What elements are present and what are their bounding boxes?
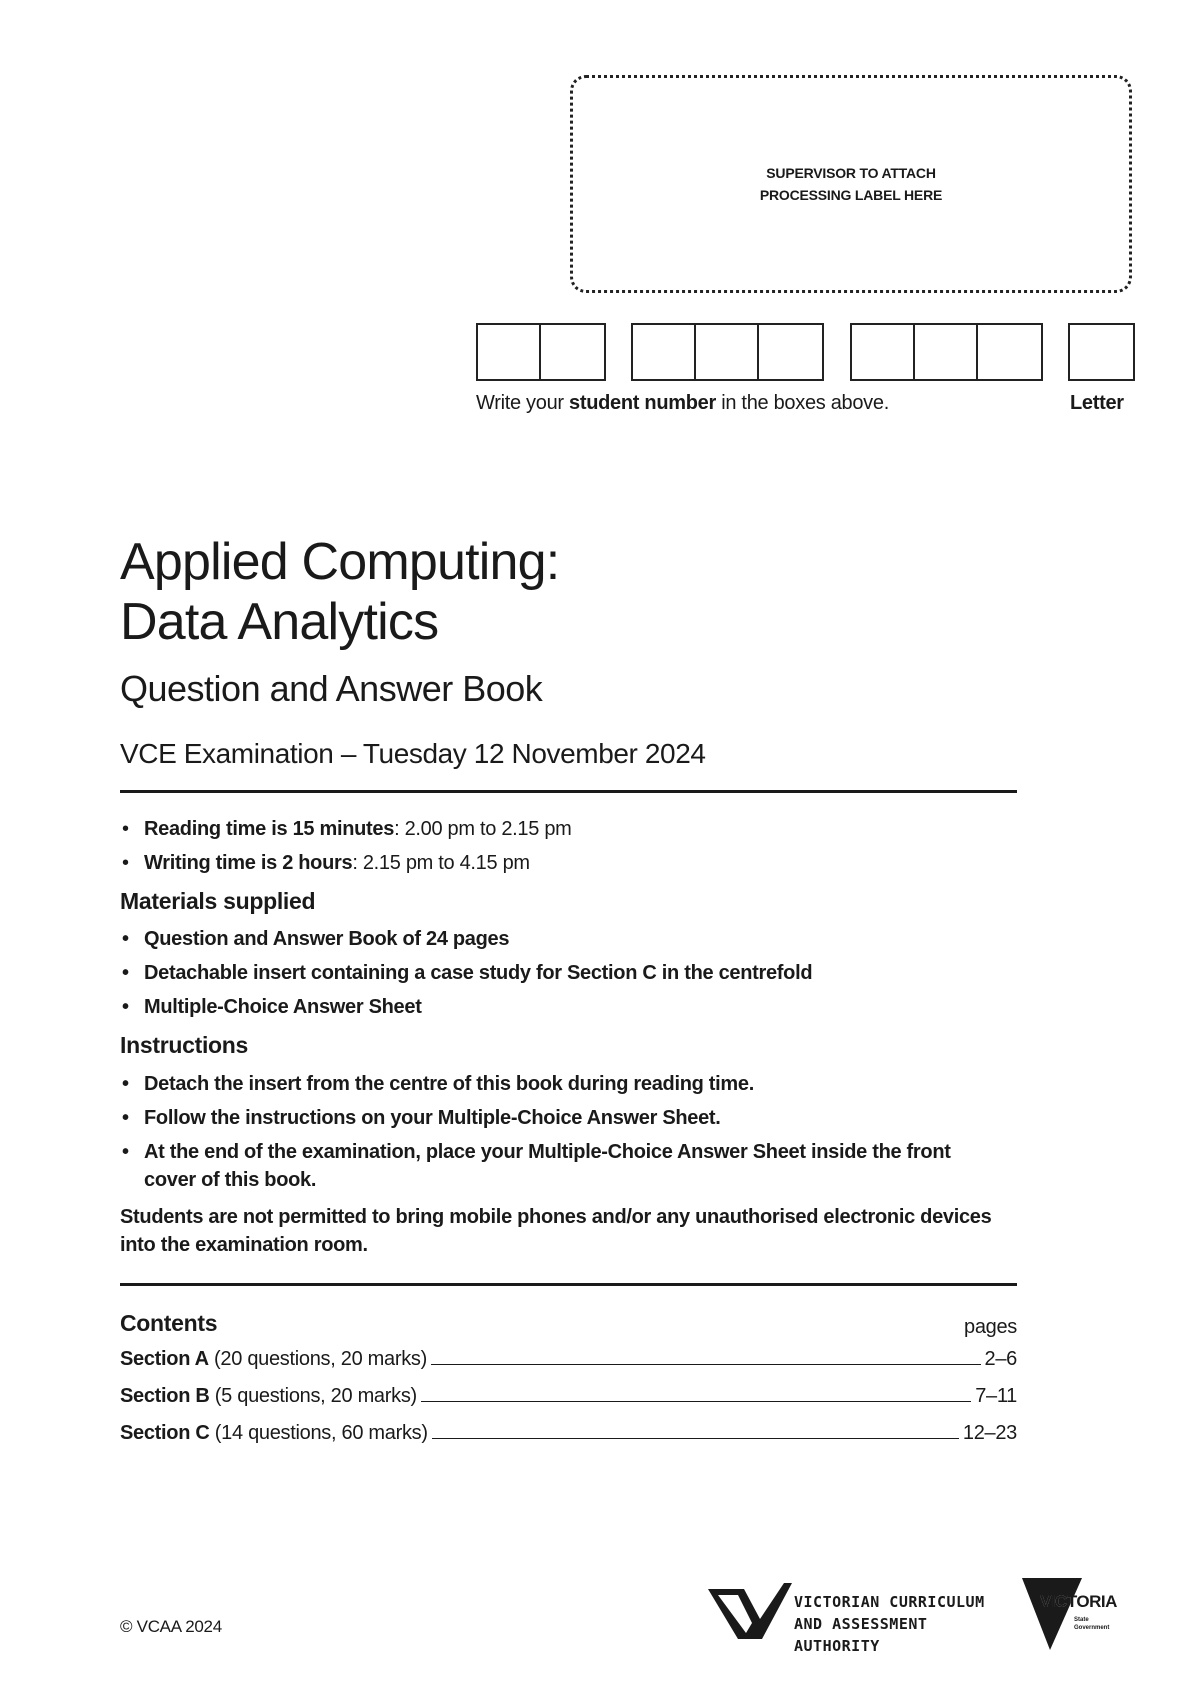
letter-label: Letter: [1070, 392, 1124, 414]
student-number-box[interactable]: [541, 325, 604, 379]
victoria-subtitle: [1074, 1616, 1109, 1632]
notice-part-a: Students are: [120, 1206, 243, 1228]
list-item: • Detach the insert from the centre of this book during reading time.: [120, 1070, 1000, 1098]
timing-times: : 2.15 pm to 4.15 pm: [352, 852, 530, 874]
toc-row-section-b: [120, 1385, 1017, 1408]
notice-part-b: permitted to bring mobile phones and/or any unauthorised electronic devices into the examination room.: [120, 1206, 992, 1256]
copyright-notice: © VCAA 2024: [120, 1617, 222, 1636]
instructions-heading: Instructions: [120, 1032, 249, 1058]
list-item: • Detachable insert containing a case study for Section C in the centrefold: [120, 959, 1020, 987]
list-item: • Question and Answer Book of 24 pages: [120, 925, 1020, 953]
list-item: • At the end of the examination, place your Multiple-Choice Answer Sheet inside the front cover of this book.: [120, 1138, 1000, 1194]
list-item: • Follow the instructions on your Multiple-Choice Answer Sheet.: [120, 1104, 1000, 1132]
page-title: [120, 532, 559, 652]
label-box-line-1: SUPERVISOR TO ATTACH: [766, 165, 936, 181]
toc-section-detail: (5 questions, 20 marks): [209, 1385, 417, 1407]
title-line-1: Applied Computing:: [120, 533, 560, 591]
vcaa-wordmark: [794, 1591, 1008, 1657]
instructions-list: [120, 1070, 1000, 1200]
notice-emphasis: not: [242, 1206, 274, 1228]
timing-list: [120, 815, 1020, 883]
student-number-group-3: [850, 323, 1043, 381]
toc-section-name: Section B: [120, 1385, 210, 1407]
list-item: • Multiple-Choice Answer Sheet: [120, 993, 1020, 1021]
toc-section-detail: (20 questions, 20 marks): [208, 1348, 427, 1370]
toc-section-name: Section C: [120, 1422, 210, 1444]
student-letter-group: [1068, 323, 1135, 381]
victoria-text: VICTORIA: [1040, 1592, 1117, 1611]
victoria-sub-2: Government: [1074, 1625, 1110, 1631]
note-suffix: in the boxes above.: [715, 392, 889, 414]
victoria-government-logo: [1022, 1578, 1134, 1650]
student-number-box[interactable]: [915, 325, 978, 379]
processing-label-area: [570, 75, 1132, 293]
student-number-box[interactable]: [978, 325, 1041, 379]
victoria-wordmark: [1040, 1592, 1117, 1612]
vcaa-line-1: VICTORIAN CURRICULUM: [794, 1593, 985, 1611]
student-number-box[interactable]: [852, 325, 915, 379]
timing-label: Reading time is: [144, 818, 293, 840]
timing-item-writing: [120, 849, 1020, 877]
vcaa-chevron-icon: [708, 1583, 792, 1643]
label-box-line-2: PROCESSING LABEL HERE: [759, 187, 943, 203]
exam-date-line: VCE Examination – Tuesday 12 November 2024: [120, 738, 706, 769]
book-subtitle: Question and Answer Book: [120, 668, 543, 709]
timing-times: : 2.00 pm to 2.15 pm: [394, 818, 572, 840]
toc-pages: 2–6: [984, 1348, 1017, 1370]
materials-list: [120, 925, 1020, 1027]
pages-label: pages: [964, 1316, 1017, 1338]
note-prefix: Write your: [476, 392, 570, 414]
student-number-group-2: [631, 323, 824, 381]
student-number-box[interactable]: [696, 325, 759, 379]
contents-heading: Contents: [120, 1310, 218, 1336]
toc-leader: [431, 1364, 981, 1365]
student-number-instruction: [476, 392, 889, 415]
divider-bottom: [120, 1283, 1017, 1286]
vcaa-logo: [708, 1583, 1008, 1655]
student-number-box[interactable]: [478, 325, 541, 379]
student-letter-box[interactable]: [1070, 325, 1133, 379]
student-number-box[interactable]: [633, 325, 696, 379]
note-bold: student number: [569, 392, 716, 414]
title-line-2: Data Analytics: [120, 593, 439, 651]
vcaa-line-2: AND ASSESSMENT AUTHORITY: [794, 1615, 928, 1655]
materials-heading: Materials supplied: [120, 888, 316, 914]
toc-pages: 12–23: [962, 1422, 1017, 1444]
timing-duration: 15 minutes: [292, 818, 395, 840]
student-number-group-1: [476, 323, 606, 381]
toc-row-section-a: [120, 1348, 1017, 1371]
toc-row-section-c: [120, 1422, 1017, 1445]
toc-pages: 7–11: [975, 1385, 1017, 1407]
timing-label: Writing time is: [144, 852, 283, 874]
toc-leader: [421, 1401, 971, 1402]
divider-top: [120, 790, 1017, 793]
toc-section-detail: (14 questions, 60 marks): [209, 1422, 428, 1444]
device-notice: [120, 1203, 1000, 1259]
timing-duration: 2 hours: [282, 852, 353, 874]
toc-section-name: Section A: [120, 1348, 209, 1370]
toc-leader: [432, 1438, 959, 1439]
timing-item-reading: [120, 815, 1020, 843]
victoria-shape-icon: [1022, 1578, 1082, 1650]
victoria-sub-1: State: [1074, 1617, 1089, 1623]
student-number-box[interactable]: [759, 325, 822, 379]
